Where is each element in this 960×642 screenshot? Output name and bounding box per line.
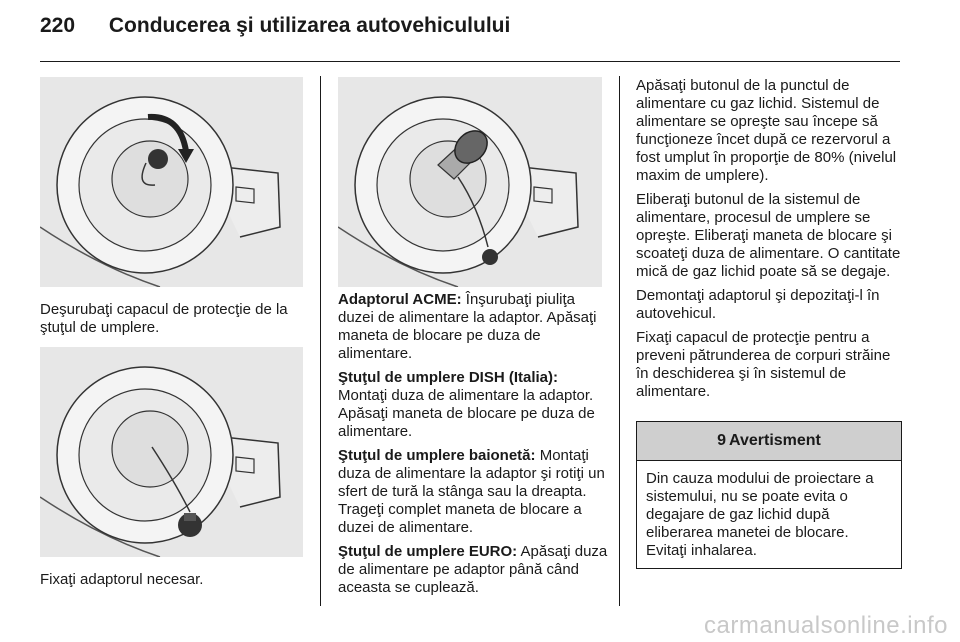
- caption-unscrew: Deşurubaţi capacul de protecţie de la ştuţul de umplere.: [40, 301, 288, 336]
- text-bayonet: Montaţi duza de alimentare la adaptor şi rotiţi un sfert de tură la stânga sau la dreapta. Trageţi complet maneta de blocare a duzei de alimentare.: [338, 447, 605, 536]
- paragraph-dish: [338, 369, 608, 441]
- heading-euro: Ştuţul de umplere EURO:: [338, 543, 518, 560]
- paragraph-release-button: Eliberaţi butonul de la sistemul de alimentare, procesul de umplere se opreşte. Eliberaţi maneta de blocare şi scoateţi duza de alimentare. O cantitate mică de gaz lichid poate să se degaje.: [636, 191, 901, 280]
- filling-instructions: [636, 77, 904, 407]
- page-number: 220: [40, 14, 76, 37]
- warning-title: Avertisment: [729, 432, 821, 449]
- column-divider-2: [619, 76, 620, 606]
- page-header: [40, 14, 510, 38]
- text-acme: Înşurubaţi piuliţa duzei de alimentare la adaptor. Apăsaţi maneta de blocare pe duza de alimentare.: [338, 291, 597, 362]
- paragraph-refit-cap: Fixaţi capacul de protecţie pentru a preveni pătrunderea de corpuri străine în deschiderea şi în sistemul de alimentare.: [636, 329, 891, 400]
- paragraph-bayonet: [338, 447, 608, 537]
- header-rule: [40, 61, 900, 62]
- adapter-instructions: [338, 291, 608, 603]
- heading-acme: Adaptorul ACME:: [338, 291, 462, 308]
- heading-bayonet: Ştuţul de umplere baionetă:: [338, 447, 536, 464]
- paragraph-euro: [338, 543, 608, 597]
- watermark: carmanualsonline.info: [704, 612, 948, 639]
- warning-icon: 9: [717, 432, 726, 449]
- warning-header: [637, 422, 901, 461]
- paragraph-acme: [338, 291, 608, 363]
- text-euro: Apăsaţi duza de alimentare pe adaptor până când aceasta se cuplează.: [338, 543, 608, 596]
- warning-text: Din cauza modului de proiectare a sistemului, nu se poate evita o degajare de gaz lichid după eliberarea manetei de blocare. Evitaţi inhalarea.: [646, 470, 874, 559]
- column-divider-1: [320, 76, 321, 606]
- page-title: Conducerea şi utilizarea autovehiculului: [108, 14, 511, 37]
- warning-box: [636, 421, 902, 569]
- illustration-fit-adapter: [40, 347, 303, 557]
- illustration-unscrew-cap: [40, 77, 303, 287]
- heading-dish: Ştuţul de umplere DISH (Italia):: [338, 369, 559, 386]
- illustration-adapter-mounted: [338, 77, 602, 287]
- caption-fit-adapter: Fixaţi adaptorul necesar.: [40, 571, 204, 588]
- paragraph-remove-adapter: Demontaţi adaptorul şi depozitaţi-l în autovehicul.: [636, 287, 880, 322]
- paragraph-press-button: Apăsaţi butonul de la punctul de alimentare cu gaz lichid. Sistemul de alimentare se opreşte sau începe să funcţioneze încet după ce rezervorul a fost umplut în proporţie de 80% (nivelul maxim de umplere).: [636, 77, 897, 184]
- text-dish: Montaţi duza de alimentare la adaptor. Apăsaţi maneta de blocare pe duza de alimentare.: [338, 387, 595, 440]
